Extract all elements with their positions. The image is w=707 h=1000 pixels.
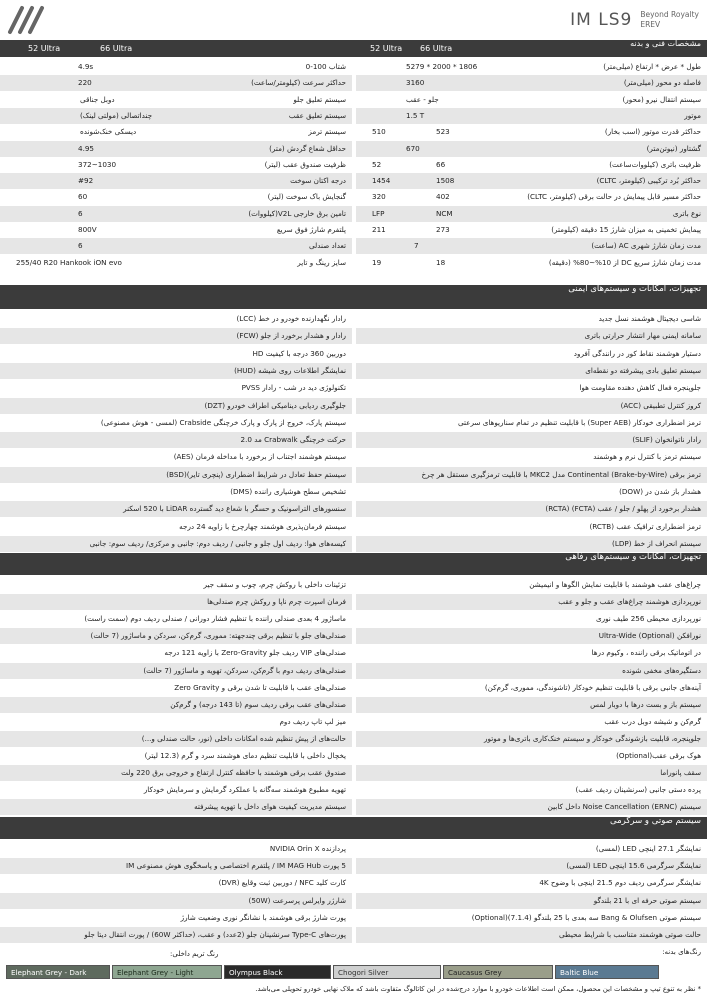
safety-item-label: سنسورهای التراسونیک و حسگر با شعاع دید گسترده LiDAR با 520 اسکنر [123, 504, 346, 514]
spec-label: سیستم تعلیق عقب [288, 110, 346, 120]
comfort-item-label: تهویه مطبوع هوشمند سه‌گانه با عملکرد گرمایش و سرمایش خودکار [143, 785, 346, 795]
comfort-item [356, 765, 707, 781]
audio-item-label: کارت کلید NFC / دوربین ثبت وقایع (DVR) [218, 878, 346, 888]
spec-value-66: 523 [436, 127, 450, 137]
audio-item [356, 841, 707, 857]
safety-item [0, 363, 352, 379]
audio-item [356, 910, 707, 926]
spec-value: 7 [414, 241, 419, 251]
audio-item-label: نمایشگر سرگرمی ردیف دوم 21.5 اینچی با وضوح 4K [539, 878, 701, 888]
spec-label: مدت زمان شارژ شهری AC (ساعت) [591, 241, 701, 251]
spec-value: 670 [406, 143, 420, 153]
comfort-item-label: ماساژور 4 بعدی صندلی راننده با تنظیم فشار دورانی / صندلی ردیف دوم (سمت راست) [84, 614, 346, 624]
audio-item-label: پردازنده NVIDIA Orin X [269, 844, 346, 853]
comfort-item-label: در اتوماتیک برقی راننده ، وکیوم درها [591, 648, 701, 658]
audio-item [356, 893, 707, 909]
spec-value: 6 [78, 241, 83, 251]
spec-label: حداقل شعاع گردش (متر) [269, 143, 346, 153]
comfort-item [0, 577, 352, 593]
brand [570, 6, 699, 34]
comfort-item [356, 663, 707, 679]
comfort-item [356, 714, 707, 730]
spec-row [0, 222, 352, 238]
brand-erev: EREV [640, 20, 661, 29]
color-swatch: Caucasus Grey [443, 965, 553, 979]
spec-value-66: 273 [436, 225, 450, 234]
spec-row [0, 189, 352, 205]
comfort-item-label: سیستم مدیریت کیفیت هوای داخل با تهویه پیشرفته [194, 802, 346, 812]
spec-label: حداکثر قدرت موتور (اسب بخار) [604, 127, 701, 137]
audio-item-label: حالت صوتی هوشمند متناسب با شرایط محیطی [558, 930, 701, 939]
safety-item [356, 328, 707, 344]
comfort-item [356, 628, 707, 644]
spec-label: سایز رینگ و تایر [297, 257, 346, 267]
spec-row [356, 157, 707, 173]
spec-label: مدت زمان شارژ سریع DC از 10%~80% (دقیقه) [548, 257, 701, 267]
comfort-item [0, 697, 352, 713]
comfort-item [0, 765, 352, 781]
comfort-item-label: صندلی‌های عقب برقی ردیف سوم (تا 143 درجه) و گرم‌کن [170, 699, 346, 709]
comfort-item-label: صندلی‌های جلو با تنظیم برقی چندجهته: مموری، گرم‌کن، سردکن و ماساژور (7 حالت) [90, 631, 346, 641]
audio-item [0, 858, 352, 874]
safety-item [0, 467, 352, 483]
comfort-item-label: دستگیره‌های مخفی شونده [622, 665, 701, 675]
safety-item [0, 380, 352, 396]
spec-row [356, 206, 707, 222]
header [0, 0, 707, 40]
safety-item [356, 449, 707, 465]
spec-label: ظرفیت صندوق عقب (لیتر) [264, 159, 346, 169]
safety-item-label: تشخیص سطح هوشیاری راننده (DMS) [230, 487, 346, 496]
audio-item-label: سیستم صوتی Bang & Olufsen سه بعدی با 25 بلندگو (7.1.4)(Optional) [471, 912, 701, 922]
audio-item [0, 893, 352, 909]
spec-value-66: 66 [436, 159, 446, 169]
safety-item [0, 398, 352, 414]
audio-item-label: نمایشگر سرگرمی 15.6 اینچی LED (لمسی) [566, 861, 701, 871]
comfort-item-label: فرمان اسپرت چرم ناپا و روکش چرم صندلی‌ها [207, 597, 346, 607]
safety-item [356, 363, 707, 379]
audio-item [0, 910, 352, 926]
variant-66-left: 66 Ultra [100, 44, 133, 53]
safety-item [356, 484, 707, 500]
audio-item [356, 927, 707, 943]
comfort-item-label: گرم‌کن و شیشه دوبل درب عقب [604, 716, 701, 726]
spec-value-52: 1454 [372, 176, 391, 186]
audio-item [0, 875, 352, 891]
color-swatch: Baltic Blue [555, 965, 659, 979]
spec-label: فاصله دو محور (میلی‌متر) [623, 78, 701, 88]
specs-header [0, 40, 707, 57]
comfort-item-label: تزئینات داخلی با روکش چرم، چوب و سقف جیر [203, 580, 346, 589]
spec-value: 255/40 R20 Hankook iON evo [16, 257, 122, 267]
comfort-item [0, 731, 352, 747]
color-swatch: Elephant Grey - Dark [6, 965, 110, 979]
safety-item [0, 328, 352, 344]
safety-item [356, 415, 707, 431]
safety-item [0, 346, 352, 362]
spec-value-52: LFP [372, 208, 385, 218]
spec-row [356, 59, 707, 75]
comfort-item-label: آینه‌های جانبی برقی با قابلیت تنظیم خودکار (تاشوندگی، مموری، گرم‌کن) [484, 682, 701, 692]
comfort-item [0, 782, 352, 798]
comfort-item-label: صندلی‌های عقب با قابلیت تا شدن برقی و Zero Gravity [174, 682, 346, 692]
safety-item-label: نمایشگر اطلاعات روی شیشه (HUD) [234, 365, 346, 375]
spec-value: دیسکی خنک‌شونده [80, 127, 137, 137]
comfort-item [0, 799, 352, 815]
spec-value: 4.95 [78, 143, 95, 153]
comfort-item [0, 714, 352, 730]
spec-label: پلتفرم شارژ فوق سریع [276, 225, 346, 234]
spec-label: حداکثر مسیر قابل پیمایش در حالت برقی (کیلومتر، CLTC) [527, 192, 701, 202]
safety-item-label: تکنولوژی دید در شب - رادار PVSS [241, 383, 346, 393]
safety-item-label: سیستم هوشمند اجتناب از برخورد با مداخله فرمان (AES) [173, 452, 346, 462]
safety-item [356, 536, 707, 552]
safety-item-label: سیستم پارک، خروج از پارک و پارک خرچنگی Crabside (لمسی - هوش مصنوعی) [100, 417, 346, 427]
comfort-item-label: جلوپنجره، قابلیت بازشوندگی خودکار و سیستم خنک‌کاری باتری‌ها و موتور [484, 733, 701, 743]
safety-item [0, 484, 352, 500]
safety-item-label: حرکت خرچنگی Crabwalk مد 2.0 [240, 435, 346, 445]
safety-item-label: ترمز برقی Continental (Brake-by-Wire) مدل MKC2 با قابلیت ترمزگیری مستقل هر چرخ [421, 469, 701, 479]
audio-item [0, 841, 352, 857]
safety-item [0, 519, 352, 535]
safety-item-label: ترمز اضطراری ترافیک عقب (RCTB) [589, 521, 701, 531]
safety-item [356, 311, 707, 327]
footnote: * نظر به تنوع تیپ و مشخصات این محصول، ممکن است اطلاعات خودرو با موارد درج‌شده در این کاتالوگ متفاوت باشد که ملاک نهایی خودرو تحویلی می‌باشد. [255, 985, 701, 993]
spec-label: موتور [684, 110, 701, 120]
comfort-item [356, 680, 707, 696]
model-name: IM LS9 [570, 10, 633, 30]
comfort-item [0, 663, 352, 679]
safety-title: تجهیزات، امکانات و سیستم‌های ایمنی [568, 284, 701, 294]
comfort-item [356, 594, 707, 610]
spec-value-52: 19 [372, 257, 382, 267]
spec-value: 220 [78, 78, 92, 88]
safety-item [356, 380, 707, 396]
comfort-header [0, 553, 707, 575]
safety-item-label: ترمز اضطراری خودکار (Super AEB) با قابلیت تنظیم در تمام سناریوهای سرعتی [458, 417, 701, 427]
safety-item-label: سیستم انحراف از خط (LDP) [612, 538, 701, 548]
spec-label: گنجایش باک سوخت (لیتر) [267, 192, 346, 202]
spec-value-66: 402 [436, 192, 450, 202]
variant-52-right: 52 Ultra [370, 44, 403, 53]
safety-item-label: هشدار برخورد از پهلو / جلو / عقب (FCTA) (RCTA) [545, 504, 701, 514]
spec-value: 6 [78, 208, 83, 218]
comfort-item-label: پرده دستی جانبی (سرنشینان ردیف عقب) [575, 785, 701, 795]
spec-label: شتاب 100-0 [305, 62, 346, 71]
safety-item-label: هشدار باز شدن در (DOW) [619, 487, 701, 496]
variant-66-right: 66 Ultra [420, 44, 453, 53]
im-logo-icon [6, 2, 48, 38]
safety-item [356, 346, 707, 362]
comfort-title: تجهیزات، امکانات و سیستم‌های رفاهی [565, 552, 701, 562]
comfort-item [0, 611, 352, 627]
spec-value-66: NCM [436, 208, 453, 218]
comfort-item-label: صندوق عقب برقی هوشمند با حافظه کنترل ارتفاع و خروجی برق 220 ولت [121, 768, 346, 778]
spec-value: جلو - عقب [406, 94, 439, 104]
comfort-item-label: هوک برقی عقب(Optional) [616, 751, 701, 760]
spec-row [0, 59, 352, 75]
spec-row [0, 238, 352, 254]
safety-item-label: شاسی دیجیتال هوشمند نسل جدید [598, 314, 701, 323]
comfort-item [356, 645, 707, 661]
spec-row [356, 75, 707, 91]
safety-item-label: رادار نگهدارنده خودرو در خط (LCC) [236, 314, 346, 323]
spec-value: 3160 [406, 78, 425, 88]
comfort-item [0, 628, 352, 644]
spec-label: تامین برق خارجی V2L(کیلووات) [248, 208, 346, 218]
spec-label: تعداد صندلی [309, 241, 346, 251]
spec-row [356, 222, 707, 238]
spec-label: ظرفیت باتری (کیلووات‌ساعت) [609, 159, 701, 169]
safety-item [356, 467, 707, 483]
comfort-item-label: صندلی‌های VIP ردیف جلو Zero-Gravity با زاویه 121 درجه [164, 648, 346, 658]
spec-row [356, 255, 707, 271]
color-swatch: Olympus Black [224, 965, 331, 979]
comfort-item [356, 799, 707, 815]
comfort-item [0, 645, 352, 661]
specs-title: مشخصات فنی و بدنه [630, 39, 701, 48]
comfort-item [356, 577, 707, 593]
audio-item-label: پورت‌های Type-C سرنشینان جلو (2عدد) و عقب، (حداکثر 60W) / پورت انتقال دیتا جلو [84, 930, 346, 939]
spec-row [356, 124, 707, 140]
spec-row [0, 157, 352, 173]
safety-item-label: رادار ناتوانخوان (SLIF) [632, 435, 701, 445]
comfort-item-label: حالت‌های از پیش تنظیم شده امکانات داخلی (نور، حالت صندلی و...) [141, 733, 346, 743]
spec-value: دوبل جناقی [80, 94, 115, 104]
spec-row [0, 173, 352, 189]
comfort-item [356, 731, 707, 747]
safety-item-label: سیستم حفظ تعادل در شرایط اضطراری (پنچری تایر)(BSD) [166, 469, 346, 479]
comfort-item [0, 748, 352, 764]
comfort-item-label: سقف پانوراما [660, 768, 701, 778]
audio-title: سیستم صوتی و سرگرمی [610, 816, 701, 826]
audio-item-label: سیستم صوتی حرفه ای با 21 بلندگو [593, 895, 701, 905]
audio-item [356, 858, 707, 874]
comfort-item-label: صندلی‌های ردیف دوم با گرم‌کن، سردکن، تهویه و ماساژور (7 حالت) [143, 665, 346, 675]
safety-item [0, 449, 352, 465]
spec-row [0, 124, 352, 140]
spec-value: 1.5 T [406, 110, 425, 120]
spec-value: #92 [78, 176, 94, 186]
spec-label: طول * عرض * ارتفاع (میلی‌متر) [603, 62, 701, 71]
safety-item [0, 432, 352, 448]
audio-header [0, 817, 707, 839]
body-colors-label: رنگ‌های بدنه: [662, 948, 701, 956]
comfort-item-label: نورپردازی محیطی 256 طیف نوری [596, 614, 701, 624]
spec-row [0, 255, 352, 271]
safety-item [0, 415, 352, 431]
spec-value: 4.9s [78, 62, 94, 71]
audio-item-label: شارژر وایرلس پرسرعت (50W) [248, 895, 346, 905]
audio-item-label: پورت شارژ برقی هوشمند با نشانگر نوری وضعیت شارژ [180, 912, 346, 922]
spec-value: 372~1030 [78, 159, 117, 169]
comfort-item-label: میز لپ تاپ ردیف دوم [279, 716, 346, 726]
spec-label: گشتاور (نیوتن‌متر) [646, 143, 701, 153]
spec-label: حداکثر بُرد ترکیبی (کیلومتر، CLTC) [596, 176, 701, 186]
safety-item-label: سیستم تعلیق بادی پیشرفته دو نقطه‌ای [585, 365, 701, 375]
spec-row [0, 206, 352, 222]
safety-item-label: کروز کنترل تطبیقی (ACC) [620, 400, 701, 410]
comfort-item-label: نورافکن Ultra-Wide (Optional) [598, 631, 701, 641]
spec-row [356, 173, 707, 189]
spec-value-52: 510 [372, 127, 386, 137]
spec-value-66: 18 [436, 257, 446, 267]
audio-item [0, 927, 352, 943]
comfort-item [356, 697, 707, 713]
spec-value: 60 [78, 192, 88, 202]
safety-item [0, 536, 352, 552]
spec-row [0, 108, 352, 124]
safety-item-label: سیستم ترمز با کنترل نرم و هوشمند [593, 452, 701, 462]
spec-value-52: 52 [372, 159, 382, 169]
comfort-item [0, 680, 352, 696]
comfort-item [356, 782, 707, 798]
spec-value-66: 1508 [436, 176, 455, 186]
spec-value: چنداتصالی (مولتی لینک) [80, 110, 153, 120]
comfort-item [356, 611, 707, 627]
comfort-item-label: یخچال داخلی با قابلیت تنظیم دمای هوشمند سرد و گرم (12.3 لیتر) [144, 751, 346, 760]
safety-item-label: دوربین 360 درجه با کیفیت HD [252, 348, 346, 358]
spec-label: درجه اکتان سوخت [290, 176, 346, 186]
spec-row [356, 189, 707, 205]
spec-row [0, 75, 352, 91]
spec-row [356, 238, 707, 254]
spec-label: حداکثر سرعت (کیلومتر/ساعت) [251, 78, 346, 88]
safety-item [356, 432, 707, 448]
safety-item-label: جلوگیری ردیابی دینامیکی اطراف خودرو (DZT) [204, 400, 346, 410]
audio-item [356, 875, 707, 891]
safety-item-label: جلوپنجره فعال کاهش دهنده مقاومت هوا [579, 383, 701, 393]
spec-label: نوع باتری [672, 208, 701, 218]
spec-row [356, 141, 707, 157]
safety-item [0, 501, 352, 517]
spec-label: سیستم ترمز [308, 127, 346, 137]
color-swatch: Elephant Grey - Light [112, 965, 222, 979]
audio-item-label: نمایشگر 27.1 اینچی LED (لمسی) [595, 844, 701, 853]
comfort-item-label: نورپردازی هوشمند چراغ‌های عقب و جلو و عقب [558, 597, 701, 607]
spec-value: 800V [78, 225, 97, 234]
variant-52-left: 52 Ultra [28, 44, 61, 53]
comfort-item-label: چراغ‌های عقب هوشمند با قابلیت نمایش الگوها و انیمیشن [529, 580, 701, 589]
audio-item-label: 5 پورت IM MAG Hub / پلتفرم اختصاصی و پاسخگوی هوش مصنوعی IM [126, 861, 346, 871]
spec-label: سیستم انتقال نیرو (محور) [622, 94, 701, 104]
comfort-item [356, 748, 707, 764]
spec-value-52: 211 [372, 225, 386, 234]
spec-value: 5279 * 2000 * 1806 [406, 62, 478, 71]
safety-item [356, 501, 707, 517]
safety-item-label: سامانه ایمنی مهار انتشار حرارتی باتری [584, 331, 701, 341]
spec-row [356, 92, 707, 108]
spec-value-52: 320 [372, 192, 386, 202]
safety-item [356, 519, 707, 535]
comfort-item-label: سیستم باز و بست درها با دوبار لمس [590, 699, 701, 709]
spec-label: سیستم تعلیق جلو [293, 94, 346, 104]
safety-item-label: سیستم فرمان‌پذیری هوشمند چهارچرخ با زاویه 24 درجه [179, 521, 346, 531]
interior-color-label: رنگ تریم داخلی: [170, 950, 219, 958]
safety-item [356, 398, 707, 414]
safety-item-label: رادار و هشدار برخورد از جلو (FCW) [236, 331, 346, 341]
safety-header [0, 285, 707, 309]
spec-row [356, 108, 707, 124]
color-swatch: Chogori Silver [333, 965, 441, 979]
safety-item [0, 311, 352, 327]
spec-row [0, 141, 352, 157]
brand-tagline: Beyond Royalty [640, 10, 699, 19]
safety-item-label: دستیار هوشمند نقاط کور در رانندگی آفرود [573, 348, 701, 358]
safety-item-label: کیسه‌های هوا: ردیف اول جلو و جانبی / ردیف دوم: جانبی و مرکزی/ ردیف سوم: جانبی [89, 538, 346, 548]
comfort-item-label: سیستم Noise Cancellation (ERNC) داخل کابین [547, 802, 701, 812]
spec-label: پیمایش تخمینی به میزان شارژ 15 دقیقه (کیلومتر) [551, 225, 701, 234]
spec-row [0, 92, 352, 108]
comfort-item [0, 594, 352, 610]
